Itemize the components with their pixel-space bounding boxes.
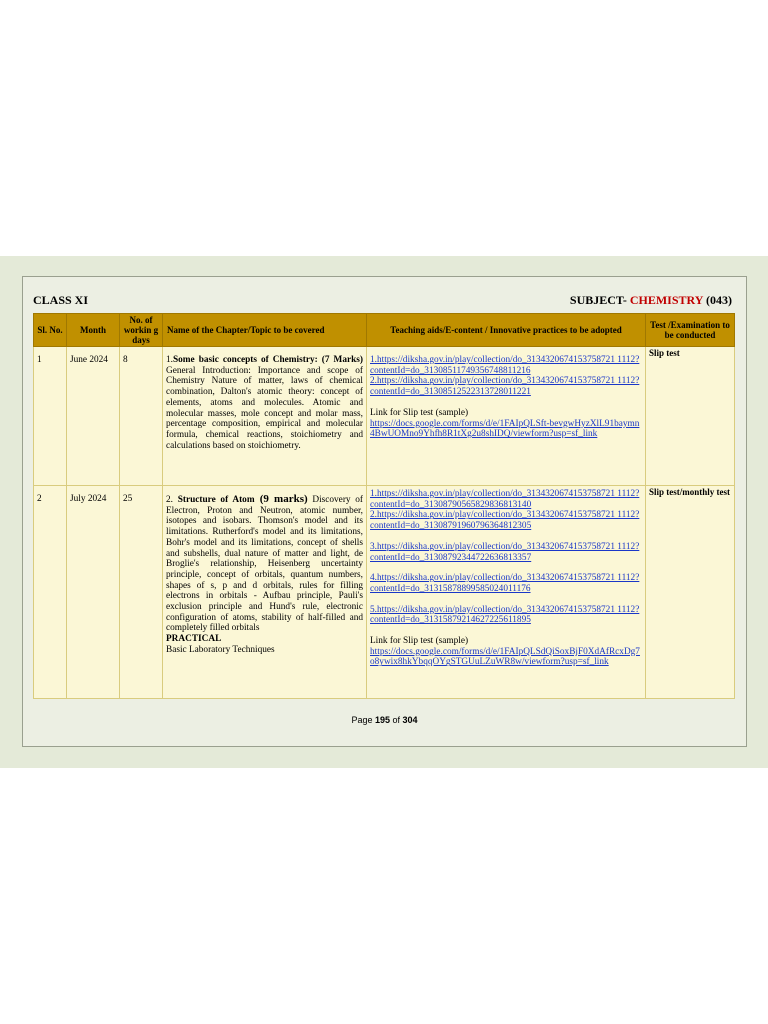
col-chapter: Name of the Chapter/Topic to be covered	[163, 314, 367, 347]
cell-test: Slip test	[646, 347, 735, 486]
class-label: CLASS XI	[33, 293, 89, 307]
topic-title: Some basic concepts of Chemistry	[172, 355, 315, 365]
document-page	[22, 276, 747, 747]
topic-marks: (9 marks)	[254, 493, 308, 505]
cell-month: July 2024	[67, 486, 120, 699]
cell-topic: 2. Structure of Atom (9 marks) Discovery of Electron, Proton and Neutron, atomic number, isotopes and isobars. Thomson's model and its limitations. Rutherford's model and its limitations, Bohr's model and its limitations, concept of shells and subshells, dual nature of matter and light, de Broglie's relationship, Heisenberg uncertainty principle, concept of orbitals, quantum numbers, shapes of s, p and d orbitals, rules for filling electrons in orbitals - Aufbau principle, Pauli's exclusion principle and Hund's rule, electronic configuration of atoms, stability of half-filled and completely filled orbitals PRACTICAL Basic Laboratory Techniques	[163, 486, 367, 699]
curriculum-table	[33, 313, 735, 699]
cell-test: Slip test/monthly test	[646, 486, 735, 699]
total-pages: 304	[402, 715, 418, 725]
topic-body: General Introduction: Importance and scope of Chemistry Nature of matter, laws of chemical combination, Dalton's atomic theory: concept of elements, atoms and molecules. Atomic and molecular masses, mole concept and molar mass, percentage composition, empirical and molecular formula, chemical reactions, stoichiometry and calculations based on stoichiometry.	[166, 365, 363, 451]
table-row	[34, 347, 735, 486]
slip-test-label: Link for Slip test (sample)	[370, 636, 469, 647]
topic-marks: : (7 Marks)	[314, 355, 363, 365]
diksha-link[interactable]: 5.https://diksha.gov.in/play/collection/do_3134320674153758721 1112?contentId=do_31315879214627225611895	[370, 604, 640, 626]
diksha-link[interactable]: 2.https://diksha.gov.in/play/collection/do_3134320674153758721 1112?contentId=do_31308512522313728011221	[370, 376, 640, 398]
practical-text: Basic Laboratory Techniques	[166, 644, 275, 655]
table-row	[34, 486, 735, 699]
diksha-link[interactable]: 4.https://diksha.gov.in/play/collection/do_3134320674153758721 1112?contentId=do_31315878899585024011176	[370, 573, 640, 594]
practical-label: PRACTICAL	[166, 634, 222, 645]
cell-days: 8	[120, 347, 163, 486]
page-header	[33, 293, 732, 308]
diksha-link[interactable]: 3.https://diksha.gov.in/play/collection/do_3134320674153758721 1112?contentId=do_31308792344722636813357	[370, 541, 640, 563]
slip-test-label: Link for Slip test (sample)	[370, 407, 469, 418]
slip-test-link[interactable]: https://docs.google.com/forms/d/e/1FAIpQLSft-bevgwHyzXlL91baymn4BwUOMno9Yhfh8R1tXg2u8shIDQ/viewform?usp=sf_link	[370, 418, 640, 440]
cell-month: June 2024	[67, 347, 120, 486]
page-number: 195	[374, 715, 390, 725]
subject-label: SUBJECT- CHEMISTRY (043)	[569, 293, 732, 307]
topic-title: Structure of Atom	[177, 495, 255, 505]
topic-body: Discovery of Electron, Proton and Neutron, atomic number, isotopes and isobars. Thomson's model and its limitations. Rutherford's model and its limitations, Bohr's model and its limitations, concept of shells and subshells, dual nature of matter and light, de Broglie's relationship, Heisenberg uncertainty principle, concept of orbitals, quantum numbers, shapes of s, p and d orbitals, rules for filling electrons in orbitals - Aufbau principle, Pauli's exclusion principle and Hund's rule, electronic configuration of atoms, stability of half-filled and completely filled orbitals	[166, 495, 364, 634]
page-footer: Page 195 of 304	[351, 715, 418, 725]
table-header-row	[34, 314, 735, 347]
cell-aids	[367, 347, 646, 486]
diksha-link[interactable]: 1.https://diksha.gov.in/play/collection/do_3134320674153758721 1112?contentId=do_31308511749356748811216	[370, 355, 640, 376]
col-aids: Teaching aids/E-content / Innovative practices to be adopted	[367, 314, 646, 347]
col-sl: Sl. No.	[34, 314, 67, 347]
cell-aids	[367, 486, 646, 699]
diksha-link[interactable]: 2.https://diksha.gov.in/play/collection/do_3134320674153758721 1112?contentId=do_31308791960796364812305	[370, 510, 640, 532]
cell-topic: 1.Some basic concepts of Chemistry: (7 Marks) General Introduction: Importance and scope of Chemistry Nature of matter, laws of chemical combination, Dalton's atomic theory: concept of elements, atoms and molecules. Atomic and molecular masses, mole concept and molar mass, percentage composition, empirical and molecular formula, chemical reactions, stoichiometry and calculations based on stoichiometry.	[163, 347, 367, 486]
cell-sl: 2	[34, 486, 67, 699]
col-days: No. of workin g days	[120, 314, 163, 347]
diksha-link[interactable]: 1.https://diksha.gov.in/play/collection/do_3134320674153758721 1112?contentId=do_31308790565829836813140	[370, 489, 640, 510]
col-month: Month	[67, 314, 120, 347]
cell-sl: 1	[34, 347, 67, 486]
slip-test-link[interactable]: https://docs.google.com/forms/d/e/1FAIpQLSdQiSoxBjF0XdAfRcxDg7o8ywix8hkYbqqOYgSTGUuLZuWR8w/viewform?usp=sf_link	[370, 646, 640, 668]
subject-name: CHEMISTRY	[629, 293, 703, 307]
cell-days: 25	[120, 486, 163, 699]
col-test: Test /Examination to be conducted	[646, 314, 735, 347]
